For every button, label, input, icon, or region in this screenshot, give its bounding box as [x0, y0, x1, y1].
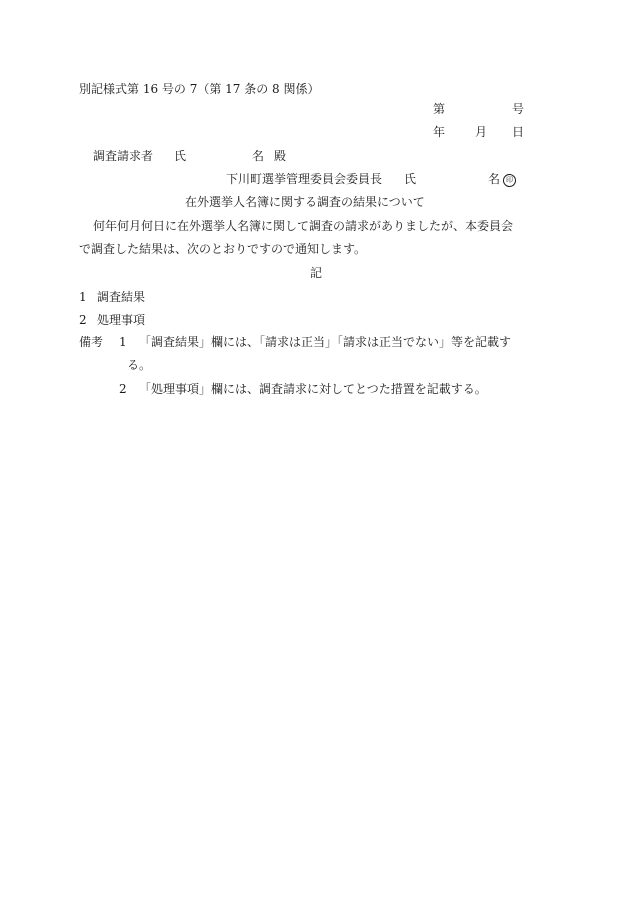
remark-2-num: 2 [119, 382, 127, 396]
issuer-shi: 氏 [404, 172, 417, 186]
number-go: 号 [512, 102, 525, 116]
form-reference: 別記様式第 16 号の 7（第 17 条の 8 関係） [79, 82, 320, 96]
addressee-label: 調査請求者 [93, 149, 154, 163]
issuer-org: 下川町選挙管理委員会委員長 [226, 172, 383, 186]
body-line-1: 何年何月何日に在外選挙人名簿に関して調査の請求がありましたが、本委員会 [93, 219, 514, 233]
item-2-text: 処理事項 [97, 313, 146, 327]
number-dai: 第 [433, 102, 446, 116]
remark-1-line-1: 「調査結果」欄には、「請求は正当」「請求は正当でない」等を記載す [139, 335, 512, 349]
addressee-mei: 名 [252, 149, 265, 163]
addressee-shi: 氏 [174, 149, 187, 163]
item-1-text: 調査結果 [97, 290, 146, 304]
seal-icon: 印 [503, 174, 516, 187]
ki-heading: 記 [310, 266, 323, 280]
issuer-mei-text: 名 [488, 172, 501, 186]
date-month: 月 [475, 125, 488, 139]
remark-2-line-1: 「処理事項」欄には、調査請求に対してとつた措置を記載する。 [139, 382, 487, 396]
date-day: 日 [512, 125, 525, 139]
item-1-num: 1 [79, 290, 87, 304]
remark-1-num: 1 [119, 335, 127, 349]
document-title: 在外選挙人名簿に関する調査の結果について [185, 195, 425, 209]
item-2-num: 2 [79, 313, 87, 327]
addressee-dono: 殿 [274, 149, 287, 163]
remarks-label: 備考 [79, 335, 104, 349]
remark-1-line-2: る。 [127, 358, 152, 372]
date-year: 年 [433, 125, 446, 139]
body-line-2: で調査した結果は、次のとおりですので通知します。 [79, 242, 367, 256]
issuer-mei [488, 172, 516, 187]
